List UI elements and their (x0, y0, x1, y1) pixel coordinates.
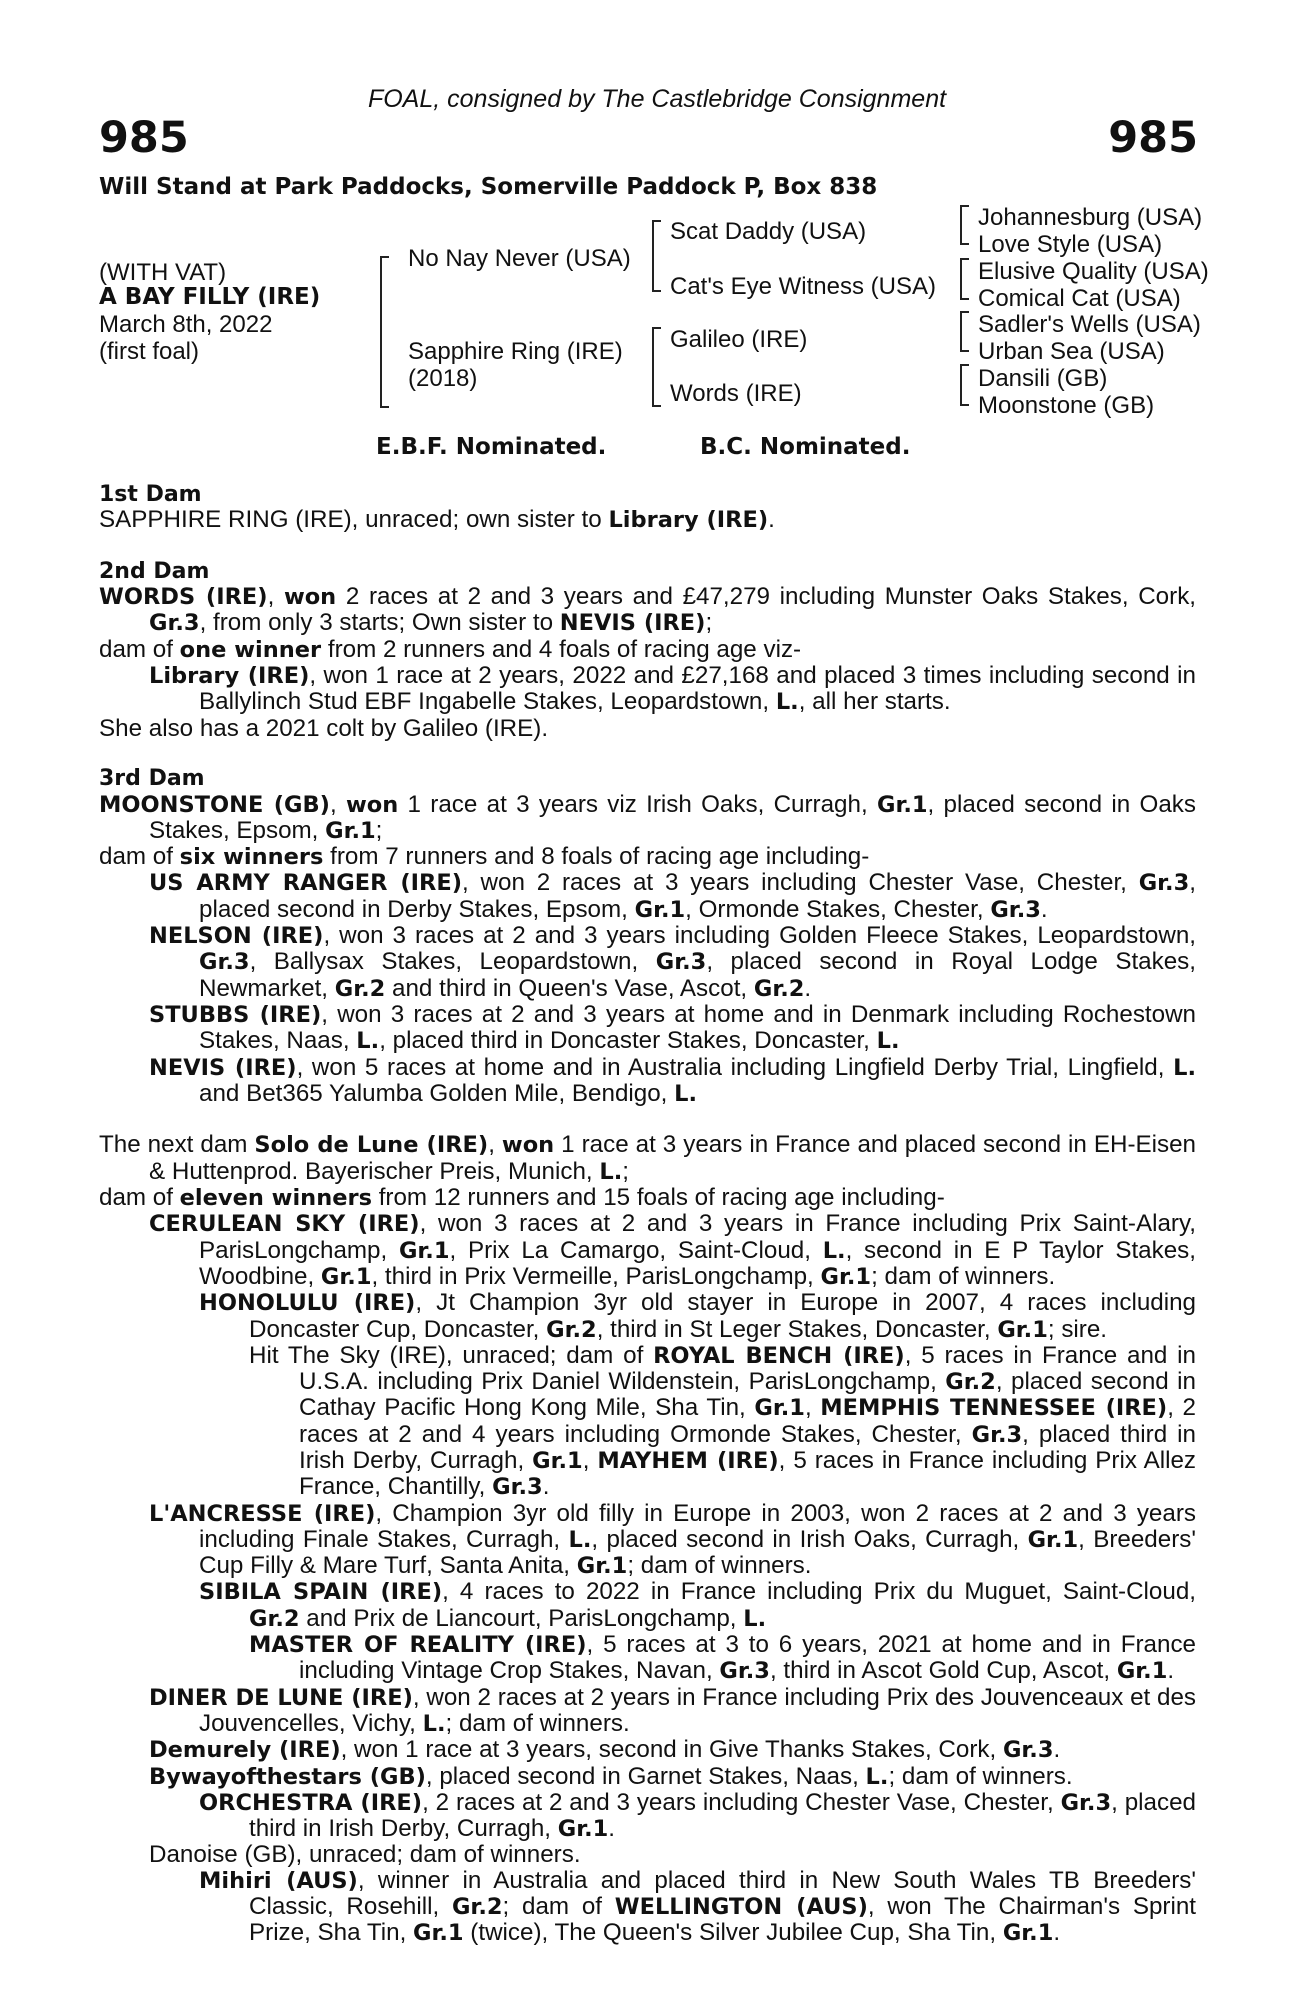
bold-run: L. (599, 1158, 623, 1185)
bold-run: HONOLULU (IRE) (199, 1290, 416, 1317)
bold-run: Gr.3 (990, 896, 1041, 923)
text-run: , Jt Champion 3yr old stayer in Europe in 2007, 4 races including Doncaster Cup, Doncaster, (249, 1289, 1196, 1343)
bold-run: Gr.3 (1138, 870, 1190, 897)
stabling-line: Will Stand at Park Paddocks, Somerville Paddock P, Box 838 (99, 174, 878, 200)
second-dam-entry (99, 584, 1196, 637)
bold-run: L. (865, 1763, 889, 1790)
text-run: , Prix La Camargo, Saint-Cloud, (449, 1236, 823, 1264)
pedigree-brace-sire-dam (380, 256, 389, 408)
bold-run: Gr.1 (1116, 1658, 1168, 1685)
bold-run: Mihiri (AUS) (199, 1867, 358, 1894)
text-run: ; dam of (502, 1893, 615, 1921)
text-run: , from only 3 starts; Own sister to (199, 609, 560, 637)
bold-run: L. (356, 1028, 380, 1055)
text-run: and Prix de Liancourt, ParisLongchamp, (299, 1604, 744, 1632)
bold-run: Gr.3 (971, 1421, 1023, 1448)
text-run: , won 3 races at 2 and 3 years in France including Prix Saint-Alary, ParisLongchamp, (199, 1210, 1196, 1264)
produce-entry (99, 870, 1196, 923)
text-run: . (608, 1815, 616, 1843)
bold-run: L. (822, 1237, 846, 1264)
bold-run: Gr.1 (634, 896, 686, 923)
text-run: . (768, 506, 775, 534)
gen3-1: Johannesburg (USA) (978, 204, 1203, 231)
bold-run: NEVIS (IRE) (559, 610, 706, 637)
bold-run: CERULEAN SKY (IRE) (149, 1211, 420, 1238)
bold-run: Gr.3 (655, 949, 707, 976)
text-run: (twice), The Queen's Silver Jubilee Cup, Sha Tin, (463, 1919, 1003, 1947)
bold-run: Gr.1 (754, 1395, 805, 1422)
text-run: , third in Prix Vermeille, ParisLongchamp, (371, 1262, 821, 1290)
vat-note: (WITH VAT) (99, 259, 227, 286)
bold-run: Gr.2 (546, 1316, 597, 1343)
gen3-6: Urban Sea (USA) (978, 338, 1165, 365)
bold-run: Gr.3 (492, 1474, 543, 1501)
text-run: . (1167, 1657, 1175, 1685)
bold-run: L. (775, 689, 799, 716)
text-run: The next dam (99, 1131, 255, 1159)
bold-run: Library (IRE) (149, 663, 310, 690)
bold-run: Gr.1 (576, 1553, 628, 1580)
bold-run: L. (876, 1028, 900, 1055)
text-run: ; (375, 816, 383, 844)
produce-entry (99, 1002, 1196, 1055)
text-run: dam of (99, 635, 180, 663)
bold-run: ROYAL BENCH (IRE) (653, 1342, 905, 1369)
text-run: ; dam of winners. (627, 1552, 812, 1580)
bold-run: SIBILA SPAIN (IRE) (199, 1579, 443, 1606)
produce-entry (99, 1632, 1196, 1685)
lot-number-left: 985 (99, 113, 189, 163)
text-run: 1 race at 3 years viz Irish Oaks, Curragh, (398, 790, 877, 818)
text-run: , Ballysax Stakes, Leopardstown, (249, 948, 656, 976)
text-run: She also has a 2021 colt by Galileo (IRE). (99, 714, 549, 742)
text-run: , (804, 1394, 821, 1422)
text-run: ; dam of winners. (871, 1262, 1056, 1290)
consignor-line: FOAL, consigned by The Castlebridge Consignment (367, 85, 947, 113)
produce-entry (99, 1343, 1196, 1501)
produce-entry (99, 1685, 1196, 1738)
text-run: 2 races at 2 and 3 years and £47,279 including Munster Oaks Stakes, Cork, (336, 583, 1197, 611)
pedigree-brace-g1 (960, 205, 969, 245)
text-run: , winner in Australia and placed third in New South Wales TB Breeders' Classic, Rosehill, (249, 1866, 1196, 1921)
text-run: dam of (99, 843, 180, 871)
bold-run: Library (IRE) (608, 507, 769, 534)
text-run: , 4 races to 2022 in France including Prix du Muguet, Saint-Cloud, (442, 1578, 1196, 1606)
produce-entry (99, 1842, 1196, 1867)
bold-run: Gr.1 (1027, 1526, 1079, 1553)
bold-run: Gr.1 (1002, 1920, 1054, 1947)
bold-run: Gr.3 (1060, 1789, 1112, 1816)
text-run: , placed second in Garnet Stakes, Naas, (425, 1762, 866, 1790)
bold-run: Gr.1 (557, 1816, 609, 1843)
pedigree-brace-g2 (960, 258, 969, 300)
text-run: , won The Chairman's Sprint Prize, Sha Tin, (249, 1893, 1197, 1947)
bold-run: MASTER OF REALITY (IRE) (249, 1632, 587, 1659)
text-run: ; (622, 1157, 629, 1185)
bold-run: US ARMY RANGER (IRE) (149, 870, 463, 897)
text-run: , (329, 790, 346, 818)
text-run: , third in St Leger Stakes, Doncaster, (596, 1315, 998, 1343)
gen3-7: Dansili (GB) (978, 365, 1108, 392)
bold-run: Gr.3 (199, 949, 250, 976)
dam-sire-name: Galileo (IRE) (670, 326, 808, 353)
produce-entry (99, 1055, 1196, 1108)
pedigree-brace-g3 (960, 311, 969, 352)
text-run: Danoise (GB), unraced; dam of winners. (149, 1841, 581, 1869)
next-dam-entry (99, 1132, 1196, 1185)
produce-entry (99, 923, 1196, 1002)
text-run: , 5 races in France including Prix Allez France, Chantilly, (299, 1446, 1197, 1501)
text-run: , all her starts. (798, 688, 951, 716)
second-dam-produce-summary (99, 637, 1196, 663)
text-run: , 5 races in France and in U.S.A. including Prix Daniel Wildenstein, ParisLongchamp, (299, 1341, 1196, 1396)
bold-run: won (345, 791, 399, 818)
text-run: SAPPHIRE RING (IRE), unraced; own sister to (99, 506, 609, 534)
text-run: , placed second in Derby Stakes, Epsom, (199, 869, 1196, 923)
bold-run: WELLINGTON (AUS) (614, 1894, 868, 1921)
gen3-2: Love Style (USA) (978, 231, 1163, 258)
bold-run: won (283, 584, 337, 611)
bold-run: L. (674, 1080, 698, 1107)
text-run: and third in Queen's Vase, Ascot, (385, 974, 754, 1002)
text-run: , Ormonde Stakes, Chester, (685, 895, 991, 923)
text-run: , Breeders' Cup Filly & Mare Turf, Santa Anita, (199, 1525, 1196, 1580)
bold-run: Gr.2 (945, 1369, 996, 1396)
bold-run: Gr.1 (820, 1263, 872, 1290)
produce-entry (99, 1290, 1196, 1343)
produce-entry (99, 1868, 1196, 1947)
ebf-nomination: E.B.F. Nominated. (376, 434, 607, 460)
bold-run: Gr.2 (753, 975, 805, 1002)
pedigree-brace-dam-parents (652, 327, 661, 407)
bold-run: NELSON (IRE) (149, 923, 324, 950)
text-run: and Bet365 Yalumba Golden Mile, Bendigo, (199, 1079, 675, 1107)
produce-entry (99, 1501, 1196, 1580)
text-run: , 2 races at 2 and 3 years including Chester Vase, Chester, (422, 1788, 1061, 1816)
dam-dam-name: Words (IRE) (670, 380, 802, 407)
sire-dam-name: Cat's Eye Witness (USA) (670, 273, 936, 300)
text-run: , placed second in Cathay Pacific Hong Kong Mile, Sha Tin, (299, 1368, 1196, 1422)
first-dam-text (99, 507, 1196, 533)
foaling-date: March 8th, 2022 (99, 311, 273, 338)
bold-run: Solo de Lune (IRE) (254, 1132, 489, 1159)
second-dam-heading: 2nd Dam (99, 558, 210, 584)
foal-note: (first foal) (99, 338, 200, 365)
bold-run: Demurely (IRE) (149, 1737, 341, 1764)
third-dam-entry (99, 792, 1196, 845)
bold-run: ORCHESTRA (IRE) (199, 1789, 423, 1816)
text-run: from 7 runners and 8 foals of racing age including- (323, 843, 870, 871)
second-dam-note (99, 716, 1196, 741)
bold-run: Gr.1 (325, 817, 376, 844)
third-dam-produce-summary (99, 844, 1196, 870)
bold-run: MAYHEM (IRE) (597, 1447, 779, 1474)
text-run: , placed second in Irish Oaks, Curragh, (591, 1525, 1028, 1553)
text-run: , won 3 races at 2 and 3 years at home and in Denmark including Rochestown Stakes, Naas, (199, 1000, 1197, 1055)
text-run: ; dam of winners. (888, 1762, 1073, 1790)
text-run: , (267, 583, 284, 611)
sire-sire-name: Scat Daddy (USA) (670, 218, 867, 245)
text-run: Hit The Sky (IRE), unraced; dam of (249, 1341, 654, 1369)
text-run: , Champion 3yr old filly in Europe in 2003, won 2 races at 2 and 3 years including Finale Stakes, Curragh, (199, 1499, 1196, 1553)
bold-run: WORDS (IRE) (99, 584, 268, 611)
text-run: , won 5 races at home and in Australia including Lingfield Derby Trial, Lingfield, (296, 1053, 1174, 1081)
text-run: from 2 runners and 4 foals of racing age viz- (321, 635, 802, 663)
produce-entry (99, 1211, 1196, 1290)
sire-name: No Nay Never (USA) (408, 245, 631, 272)
bold-run: NEVIS (IRE) (149, 1054, 297, 1081)
text-run: , 5 races at 3 to 6 years, 2021 at home and in France including Vintage Crop Stakes, Navan, (299, 1631, 1196, 1685)
text-run: dam of (99, 1184, 180, 1212)
text-run: , second in E P Taylor Stakes, Woodbine, (199, 1236, 1196, 1290)
text-run: ; (705, 609, 713, 637)
bold-run: Gr.3 (1002, 1737, 1054, 1764)
text-run: , (582, 1446, 598, 1474)
bold-run: L. (422, 1710, 446, 1737)
bold-run: DINER DE LUNE (IRE) (149, 1684, 413, 1711)
bold-run: Gr.3 (719, 1658, 770, 1685)
text-run: . (1053, 1919, 1061, 1947)
produce-entry (99, 1764, 1196, 1790)
text-run: , placed third in Irish Derby, Curragh, (249, 1788, 1196, 1843)
bold-run: L'ANCRESSE (IRE) (149, 1500, 376, 1527)
lot-title: A BAY FILLY (IRE) (99, 284, 321, 310)
text-run: . (542, 1473, 550, 1501)
bold-run: one winner (179, 636, 322, 663)
text-run: from 12 runners and 15 foals of racing age including- (371, 1184, 945, 1212)
text-run: , placed second in Oaks Stakes, Epsom, (149, 790, 1196, 844)
text-run: , third in Ascot Gold Cup, Ascot, (769, 1657, 1117, 1685)
text-run: ; sire. (1047, 1315, 1108, 1343)
bc-nomination: B.C. Nominated. (700, 434, 911, 460)
bold-run: won (501, 1132, 555, 1159)
bold-run: MOONSTONE (GB) (99, 791, 330, 818)
bold-run: Bywayofthestars (GB) (149, 1763, 426, 1790)
bold-run: L. (568, 1526, 592, 1553)
pedigree-brace-g4 (960, 364, 969, 406)
bold-run: L. (743, 1605, 767, 1632)
bold-run: Gr.1 (320, 1263, 372, 1290)
bold-run: Gr.2 (451, 1894, 503, 1921)
bold-run: Gr.1 (398, 1237, 450, 1264)
text-run: , placed third in Irish Derby, Curragh, (299, 1420, 1196, 1474)
pedigree-brace-sire-parents (652, 220, 661, 292)
text-run: , 2 races at 2 and 4 years including Ormonde Stakes, Chester, (299, 1394, 1196, 1448)
text-run: , won 1 race at 3 years, second in Give Thanks Stakes, Cork, (340, 1736, 1003, 1764)
bold-run: STUBBS (IRE) (149, 1001, 322, 1028)
text-run: 1 race at 3 years in France and placed second in EH-Eisen & Huttenprod. Bayerischer Preis, Munich, (149, 1131, 1196, 1185)
bold-run: Gr.1 (413, 1920, 464, 1947)
bold-run: six winners (179, 844, 324, 871)
gen3-4: Comical Cat (USA) (978, 285, 1181, 312)
bold-run: Gr.1 (532, 1447, 583, 1474)
catalogue-body (99, 482, 1196, 1947)
text-run: , (488, 1131, 502, 1159)
next-dam-produce-summary (99, 1185, 1196, 1211)
dam-year: (2018) (408, 365, 478, 392)
text-run: , won 3 races at 2 and 3 years including Golden Fleece Stakes, Leopardstown, (323, 922, 1197, 950)
produce-entry (99, 1579, 1196, 1632)
bold-run: Gr.1 (876, 791, 928, 818)
text-run: , won 2 races at 3 years including Chester Vase, Chester, (462, 869, 1139, 897)
bold-run: eleven winners (179, 1185, 372, 1212)
gen3-3: Elusive Quality (USA) (978, 258, 1209, 285)
text-run: , won 1 race at 2 years, 2022 and £27,168 and placed 3 times including second in Ballylinch Stud EBF Ingabelle Stakes, Leopardstown, (199, 662, 1196, 716)
bold-run: MEMPHIS TENNESSEE (IRE) (820, 1395, 1168, 1422)
text-run: . (1040, 895, 1048, 923)
bold-run: L. (1173, 1054, 1196, 1081)
gen3-5: Sadler's Wells (USA) (978, 311, 1201, 338)
lot-number-right: 985 (1108, 113, 1198, 163)
text-run: . (1053, 1736, 1061, 1764)
bold-run: Gr.2 (249, 1605, 300, 1632)
bold-run: Gr.3 (149, 610, 200, 637)
dam-name: Sapphire Ring (IRE) (408, 338, 623, 365)
second-dam-produce-entry (99, 663, 1196, 716)
text-run: , placed second in Royal Lodge Stakes, Newmarket, (199, 948, 1196, 1002)
bold-run: Gr.1 (997, 1316, 1048, 1343)
gen3-8: Moonstone (GB) (978, 392, 1155, 419)
produce-entry (99, 1790, 1196, 1843)
bold-run: Gr.2 (334, 975, 386, 1002)
third-dam-heading: 3rd Dam (99, 766, 205, 792)
text-run: , placed third in Doncaster Stakes, Doncaster, (379, 1027, 877, 1055)
first-dam-heading: 1st Dam (99, 482, 202, 507)
text-run: , won 2 races at 2 years in France including Prix des Jouvenceaux et des Jouvencelles, Vichy, (199, 1683, 1197, 1737)
text-run: ; dam of winners. (445, 1709, 630, 1737)
produce-entry (99, 1737, 1196, 1763)
text-run: . (804, 974, 812, 1002)
